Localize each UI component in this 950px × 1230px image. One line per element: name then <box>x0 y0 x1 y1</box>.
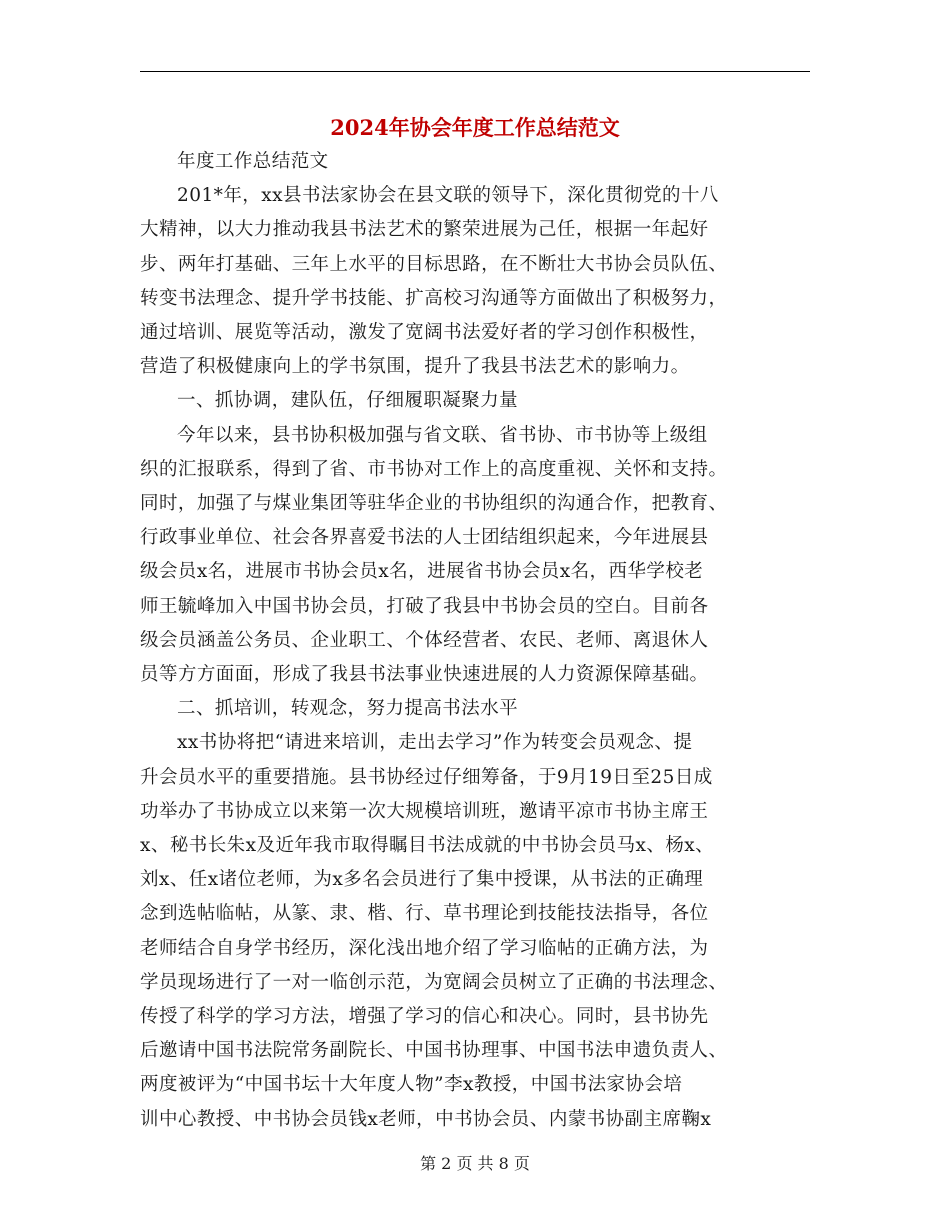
text-line: 同时，加强了与煤业集团等驻华企业的书协组织的沟通合作，把教育、 <box>140 493 728 515</box>
text-line: 员等方方面面，形成了我县书法事业快速进展的人力资源保障基础。 <box>140 664 709 686</box>
text-line: 传授了科学的学习方法，增强了学习的信心和决心。同时，县书协先 <box>140 1006 709 1028</box>
text-line: 师王毓峰加入中国书协会员，打破了我县中书协会员的空白。目前各 <box>140 595 709 617</box>
text-line: x、秘书长朱x及近年我市取得瞩目书法成就的中书协会员马x、杨x、 <box>140 835 715 857</box>
text-line: 步、两年打基础、三年上水平的目标思路，在不断壮大书协会员队伍、 <box>140 253 728 275</box>
text-line: 学员现场进行了一对一临创示范，为宽阔会员树立了正确的书法理念、 <box>140 971 728 993</box>
text-line: xx书协将把“请进来培训，走出去学习”作为转变会员观念、提 <box>177 732 693 754</box>
text-line: 两度被评为“中国书坛十大年度人物”李x教授，中国书法家协会培 <box>140 1074 683 1096</box>
text-line: 老师结合自身学书经历，深化浅出地介绍了学习临帖的正确方法，为 <box>140 937 709 959</box>
section2-paragraph <box>140 726 810 1136</box>
page-number-footer: 第 2 页 共 8 页 <box>420 1154 530 1173</box>
text-line: 今年以来，县书协积极加强与省文联、省书协、市书协等上级组 <box>177 424 708 446</box>
text-line: 后邀请中国书法院常务副院长、中国书协理事、中国书法申遗负责人、 <box>140 1040 728 1062</box>
text-line: 营造了积极健康向上的学书氛围，提升了我县书法艺术的影响力。 <box>140 356 690 378</box>
header-rule <box>140 71 810 72</box>
section-heading-2: 二、抓培训，转观念，努力提高书法水平 <box>177 698 519 720</box>
text-line: 通过培训、展览等活动，激发了宽阔书法爱好者的学习创作积极性， <box>140 322 709 344</box>
text-line: 训中心教授、中书协会员钱x老师，中书协会员、内蒙书协副主席鞠x <box>140 1108 712 1130</box>
text-line: 行政事业单位、社会各界喜爱书法的人士团结组织起来，今年进展县 <box>140 527 709 549</box>
document-title: 2024年协会年度工作总结范文 <box>330 115 620 140</box>
section-heading-1: 一、抓协调，建队伍，仔细履职凝聚力量 <box>177 390 519 412</box>
text-line: 念到选帖临帖，从篆、隶、楷、行、草书理论到技能技法指导，各位 <box>140 903 709 925</box>
document-body <box>140 145 810 1137</box>
text-line: 功举办了书协成立以来第一次大规模培训班，邀请平凉市书协主席王 <box>140 800 709 822</box>
text-line: 刘x、任x诸位老师，为x多名会员进行了集中授课，从书法的正确理 <box>140 869 704 891</box>
text-line: 织的汇报联系，得到了省、市书协对工作上的高度重视、关怀和支持。 <box>140 458 728 480</box>
text-line: 大精神，以大力推动我县书法艺术的繁荣进展为己任，根据一年起好 <box>140 219 709 241</box>
section1-paragraph <box>140 419 810 693</box>
intro-paragraph <box>140 179 810 384</box>
text-line: 级会员x名，进展市书协会员x名，进展省书协会员x名，西华学校老 <box>140 561 704 583</box>
subtitle: 年度工作总结范文 <box>177 151 329 172</box>
text-line: 201*年，xx县书法家协会在县文联的领导下，深化贯彻党的十八 <box>177 185 719 207</box>
text-line: 升会员水平的重要措施。县书协经过仔细筹备，于9月19日至25日成 <box>140 766 713 788</box>
text-line: 级会员涵盖公务员、企业职工、个体经营者、农民、老师、离退休人 <box>140 629 709 651</box>
text-line: 转变书法理念、提升学书技能、扩高校习沟通等方面做出了积极努力， <box>140 287 728 309</box>
